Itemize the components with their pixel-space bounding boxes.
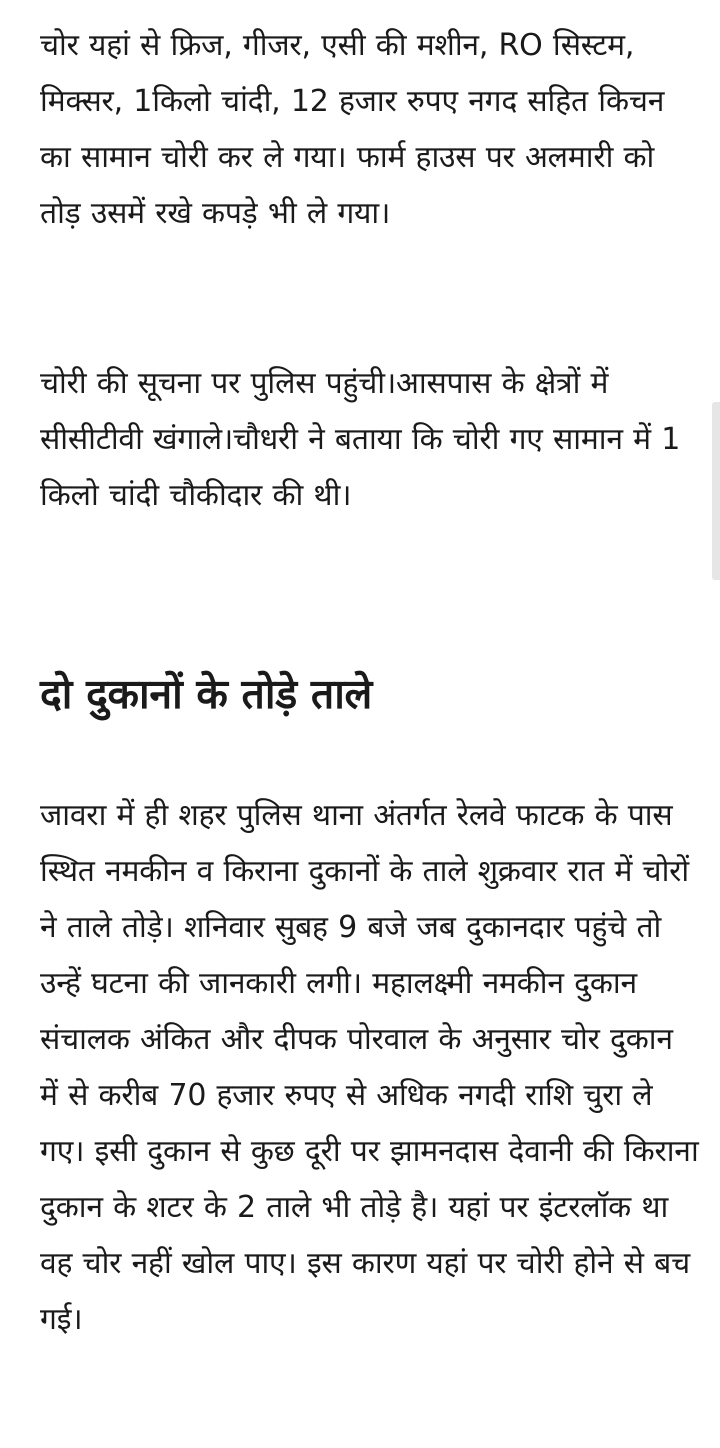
scrollbar[interactable]	[712, 402, 720, 580]
article-paragraph: चोर यहां से फ्रिज, गीजर, एसी की मशीन, RO सिस्टम, मिक्सर, 1किलो चांदी, 12 हजार रुपए नगद सहित किचन का सामान चोरी कर ले गया। फार्म हाउस पर अलमारी को तोड़ उसमें रखे कपड़े भी ले गया।	[40, 28, 665, 231]
article-paragraph: जावरा में ही शहर पुलिस थाना अंतर्गत रेलवे फाटक के पास स्थित नमकीन व किराना दुकानों के ताले शुक्रवार रात में चोरों ने ताले तोड़े। शनिवार सुबह 9 बजे जब दुकानदार पहुंचे तो उन्हें घटना की जानकारी लगी। महालक्ष्मी नमकीन दुकान संचालक अंकित और दीपक पोरवाल के अनुसार चोर दुकान में से करीब 70 हजार रुपए से अधिक नगदी राशि चुरा ले गए। इसी दुकान से कुछ दूरी पर झामनदास देवानी की किराना दुकान के शटर के 2 ताले भी तोड़े है। यहां पर इंटरलॉक था वह चोर नहीं खोल पाए। इस कारण यहां पर चोरी होने से बच गई।	[40, 798, 699, 1337]
article-body	[40, 18, 700, 1348]
section-heading: दो दुकानों के तोड़े ताले	[40, 670, 373, 718]
article-paragraph: चोरी की सूचना पर पुलिस पहुंची।आसपास के क्षेत्रों में सीसीटीवी खंगाले।चौधरी ने बताया कि चोरी गए सामान में 1 किलो चांदी चौकीदार की थी।	[40, 366, 681, 513]
